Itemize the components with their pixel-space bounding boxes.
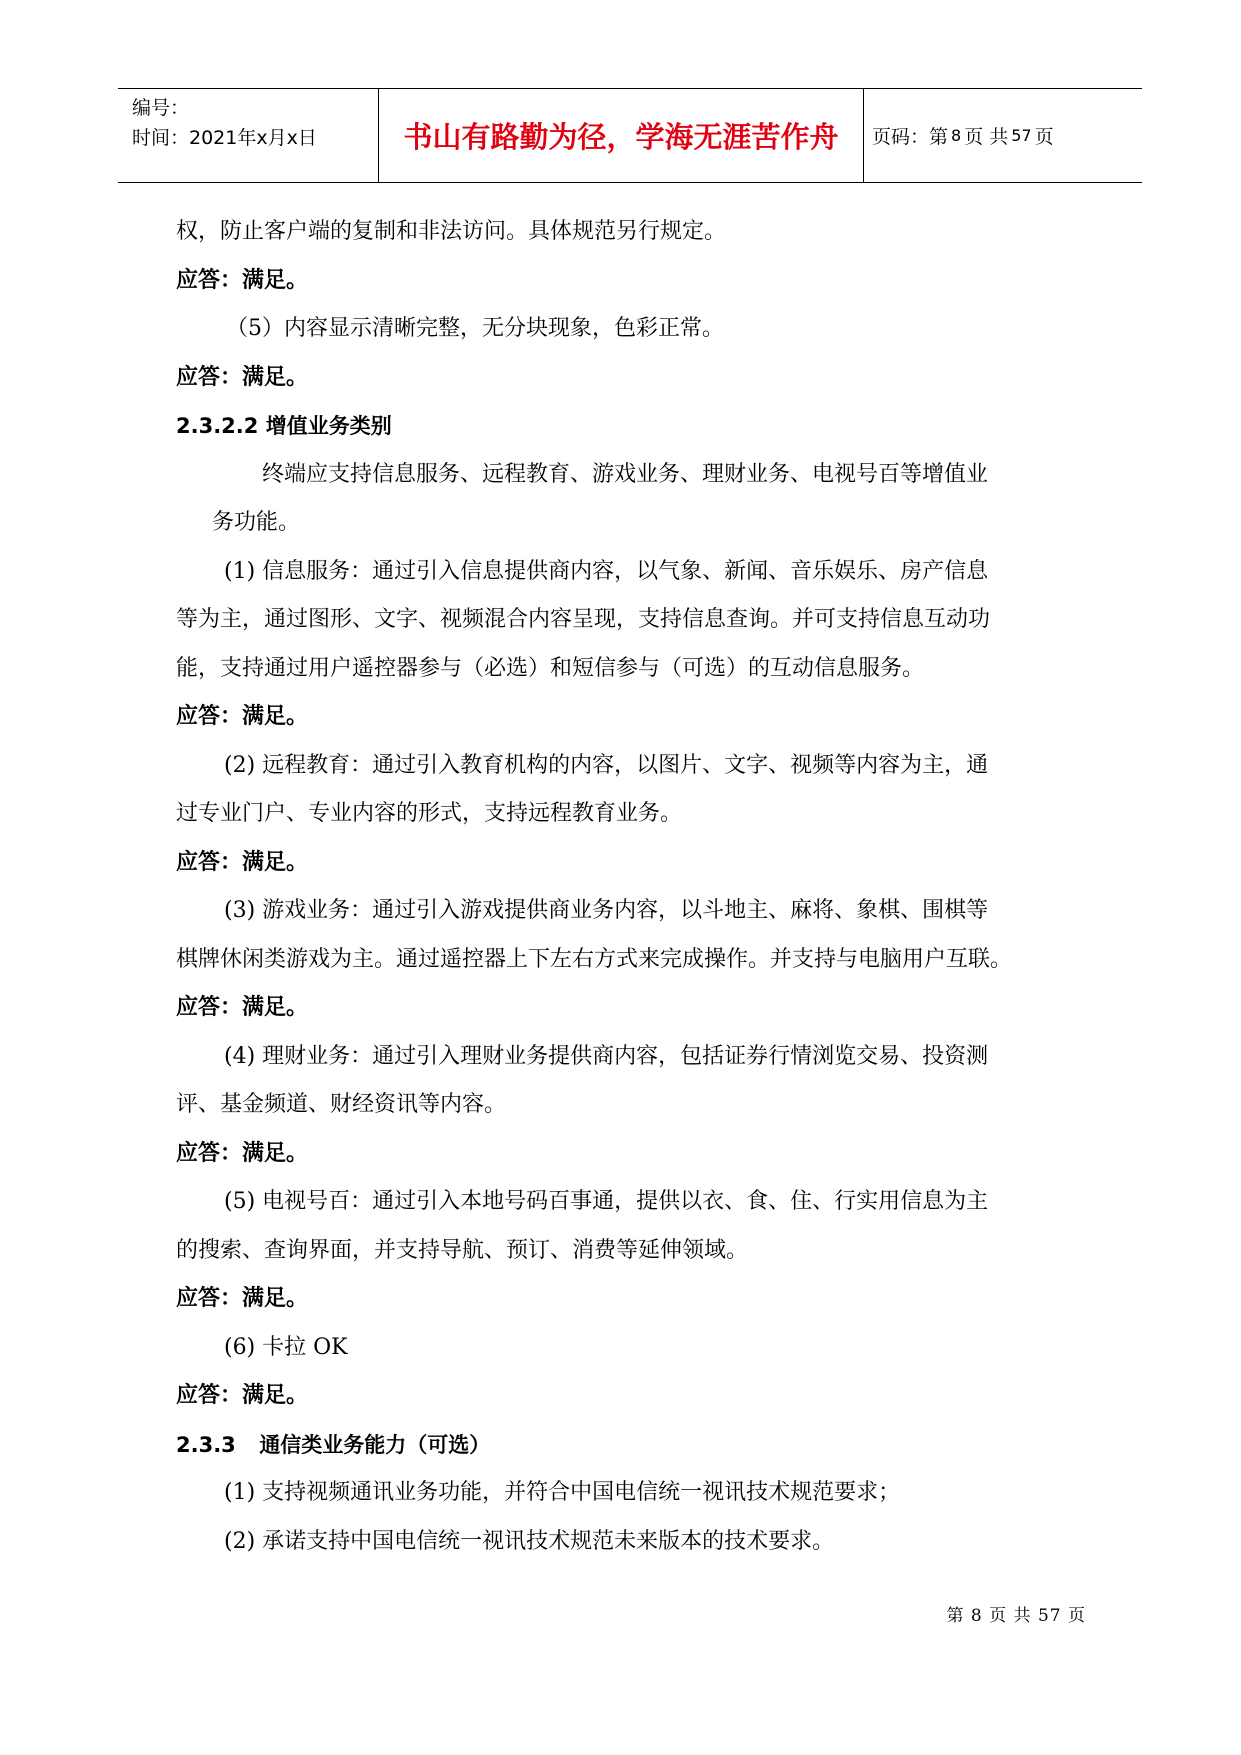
paragraph-line: 权，防止客户端的复制和非法访问。具体规范另行规定。: [176, 219, 727, 244]
paragraph-line: 务功能。: [212, 510, 301, 535]
paragraph-line: (1) 支持视频通讯业务功能，并符合中国电信统一视讯技术规范要求；: [224, 1480, 901, 1505]
paragraph-line: (6) 卡拉 OK: [224, 1334, 348, 1360]
paragraph-line: (2) 承诺支持中国电信统一视讯技术规范未来版本的技术要求。: [224, 1528, 835, 1554]
paragraph-line: (2) 远程教育：通过引入教育机构的内容，以图片、文字、视频等内容为主，通: [224, 752, 989, 778]
section-title: 增值业务类别: [265, 414, 392, 438]
paragraph-line: 能，支持通过用户遥控器参与（必选）和短信参与（可选）的互动信息服务。: [176, 655, 925, 681]
page-suffix: 页: [1034, 126, 1054, 148]
paragraph-line: 过专业门户、专业内容的形式，支持远程教育业务。: [176, 801, 683, 826]
header-motto: 书山有路勤为径，学海无涯苦作舟: [403, 120, 839, 154]
paragraph-line: (5) 电视号百：通过引入本地号码百事通，提供以衣、食、住、行实用信息为主: [224, 1189, 989, 1214]
paragraph-line: (1) 信息服务：通过引入信息提供商内容，以气象、新闻、音乐娱乐、房产信息: [224, 558, 989, 584]
answer-line: 应答：满足。: [176, 1383, 309, 1408]
document-body: [176, 208, 1086, 1566]
paragraph-line: (4) 理财业务：通过引入理财业务提供商内容，包括证券行情浏览交易、投资测: [224, 1043, 989, 1069]
section-heading: [176, 1421, 1086, 1470]
paragraph-line: 棋牌休闲类游戏为主。通过遥控器上下左右方式来完成操作。并支持与电脑用户互联。: [176, 946, 1013, 972]
section-number: 2.3.2.2: [176, 414, 259, 438]
answer-line: 应答：满足。: [176, 364, 309, 390]
paragraph-line: （5）内容显示清晰完整，无分块现象，色彩正常。: [226, 316, 724, 341]
paragraph-line: 等为主，通过图形、文字、视频混合内容呈现，支持信息查询。并可支持信息互动功: [176, 607, 991, 632]
page-footer: 第 8 页 共 57 页: [946, 1606, 1086, 1626]
page-mid: 页 共: [964, 126, 1009, 148]
paragraph-line: (3) 游戏业务：通过引入游戏提供商业务内容，以斗地主、麻将、象棋、围棋等: [224, 898, 989, 923]
answer-line: 应答：满足。: [176, 267, 309, 293]
paragraph-line: 的搜索、查询界面，并支持导航、预订、消费等延伸领域。: [176, 1237, 749, 1263]
section-number: 2.3.3: [176, 1432, 236, 1457]
section-title: 通信类业务能力（可选）: [259, 1432, 491, 1457]
header-divider: [378, 89, 379, 182]
answer-line: 应答：满足。: [176, 1140, 309, 1166]
answer-line: 应答：满足。: [176, 849, 309, 875]
header-table: [118, 88, 1142, 183]
answer-line: 应答：满足。: [176, 1286, 309, 1311]
paragraph-line: 评、基金频道、财经资讯等内容。: [176, 1092, 507, 1117]
header-meta: [132, 93, 372, 153]
answer-line: 应答：满足。: [176, 704, 309, 729]
answer-line: 应答：满足。: [176, 995, 309, 1020]
page-total: 57: [1011, 126, 1032, 145]
header-divider: [863, 89, 864, 182]
header-page-info: [872, 89, 1140, 182]
paragraph-line: 终端应支持信息服务、远程教育、游戏业务、理财业务、电视号百等增值业: [262, 461, 989, 487]
page-current: 8: [951, 126, 962, 145]
page-prefix: 页码：第: [872, 126, 949, 148]
doc-number-label: 编号：: [132, 97, 190, 119]
doc-date: 时间：2021年x月x日: [132, 127, 317, 149]
section-heading: [176, 402, 1086, 451]
